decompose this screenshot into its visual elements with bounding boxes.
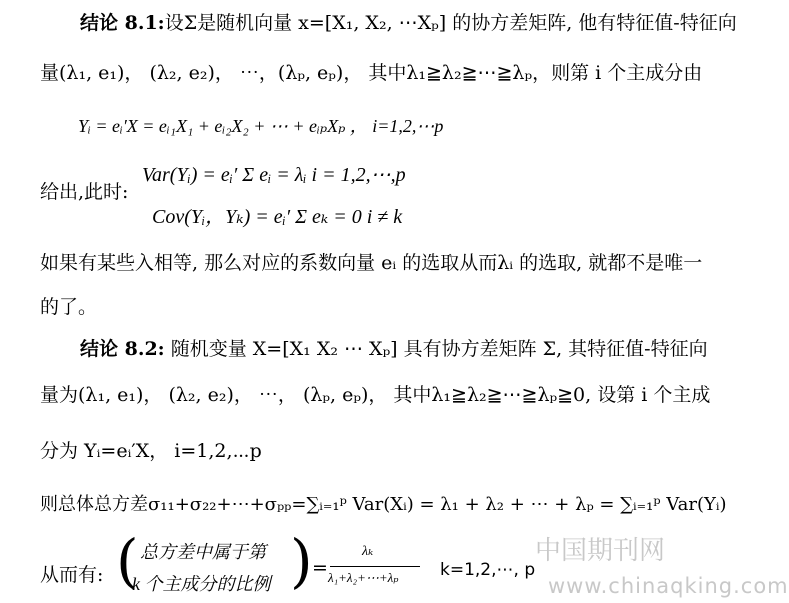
proportion-text-line-1: 总方差中属于第	[140, 542, 266, 562]
theorem-1-principal-component-formula: Yᵢ = eᵢ′X = eᵢ₁X₁ + eᵢ₂X₂ + ⋯ + eᵢₚXₚ ， i=1,2,⋯p	[78, 116, 444, 136]
theorem-1-line-1	[80, 8, 737, 35]
variance-equation: Var(Yᵢ) = eᵢ′ Σ eᵢ = λᵢ i = 1,2,⋯,p	[142, 164, 406, 186]
covariance-equation: Cov(Yᵢ，Yₖ) = eᵢ′ Σ eₖ = 0 i ≠ k	[152, 206, 403, 228]
fraction-bar	[330, 566, 420, 567]
theorem-2-text-1: 随机变量 X=[X₁ X₂ ⋯ Xₚ] 具有协方差矩阵 Σ, 其特征值-特征向	[170, 338, 708, 360]
note-line-1: 如果有某些入相等, 那么对应的系数向量 eᵢ 的选取从而λᵢ 的选取, 就都不是唯一	[40, 252, 703, 274]
theorem-1-label: 结论 8.1:	[80, 12, 165, 34]
theorem-1-text-1: 设Σ是随机向量 x=[X₁, X₂, ⋯Xₚ] 的协方差矩阵, 他有特征值-特征向	[164, 12, 737, 34]
k-range: k=1,2,⋯, p	[440, 560, 536, 580]
given-label: 给出,此时:	[40, 181, 129, 203]
theorem-2-line-2: 量为(λ₁, e₁)， (λ₂, e₂)， ⋯， (λₚ, eₚ)， 其中λ₁≧λ₂≧⋯≧λₚ≧0, 设第 i 个主成	[40, 384, 711, 406]
theorem-2-line-1	[80, 334, 708, 361]
proportion-text-line-2: k 个主成分的比例	[132, 574, 271, 594]
hence-label: 从而有:	[40, 564, 104, 586]
theorem-2-line-3: 分为 Yᵢ=eᵢ′X， i=1,2,⋯p	[40, 440, 262, 462]
left-parenthesis: (	[116, 527, 139, 595]
equals-sign: =	[312, 557, 328, 579]
watermark-url: www.chinaqking.com	[548, 574, 789, 598]
right-parenthesis: )	[290, 527, 313, 595]
fraction-numerator: λₖ	[362, 544, 374, 559]
total-variance-equation: 则总体总方差σ₁₁+σ₂₂+⋯+σₚₚ=∑ᵢ₌₁ᵖ Var(Xᵢ) = λ₁ + λ₂ + ⋯ + λₚ = ∑ᵢ₌₁ᵖ Var(Yᵢ)	[40, 494, 727, 515]
fraction-denominator: λ₁+λ₂+⋯+λₚ	[328, 570, 399, 585]
theorem-2-label: 结论 8.2:	[80, 338, 165, 360]
watermark-logo-text: 中国期刊网	[535, 536, 666, 566]
theorem-1-line-2: 量(λ₁, e₁)， (λ₂, e₂)， ⋯，(λₚ, eₚ)， 其中λ₁≧λ₂≧⋯≧λₚ，则第 i 个主成分由	[40, 62, 703, 84]
note-line-2: 的了。	[40, 296, 98, 318]
